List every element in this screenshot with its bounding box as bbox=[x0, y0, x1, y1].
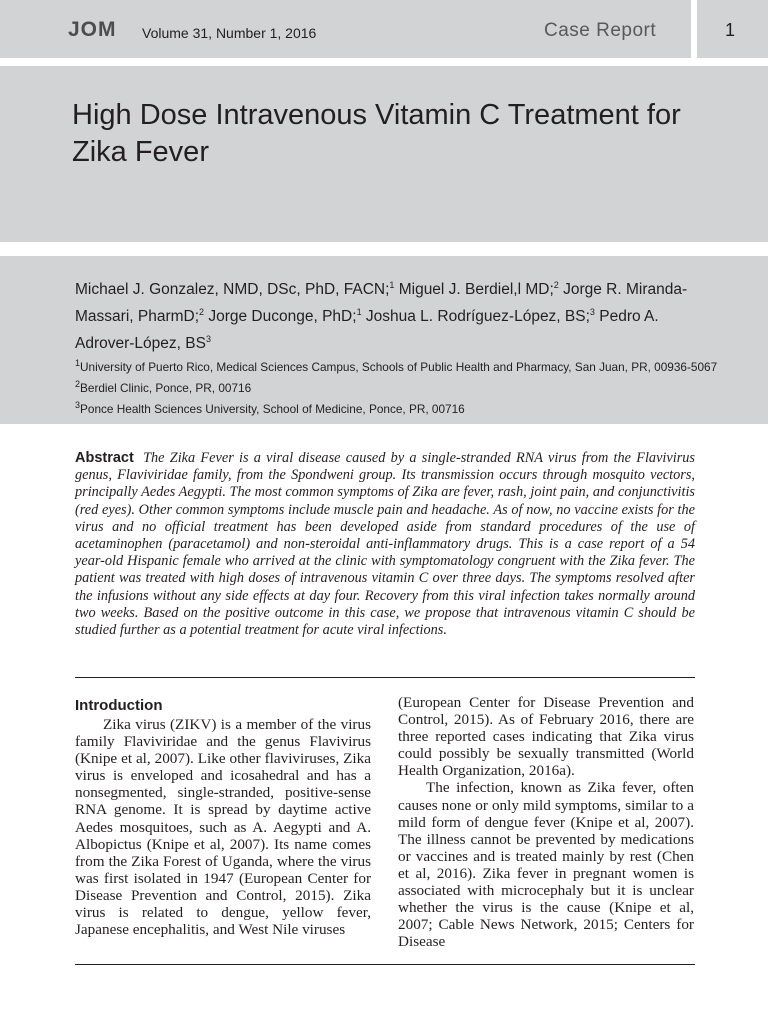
affiliation-marker: 1 bbox=[75, 358, 81, 368]
page-bottom-divider bbox=[75, 964, 695, 965]
affiliation bbox=[75, 355, 718, 376]
volume-info: Volume 31, Number 1, 2016 bbox=[142, 25, 317, 41]
abstract-label: Abstract bbox=[75, 450, 134, 466]
affiliation-marker: 1 bbox=[389, 280, 395, 290]
section-heading: Introduction bbox=[75, 697, 163, 714]
affiliation-text: Berdiel Clinic, Ponce, PR, 00716 bbox=[80, 380, 252, 395]
article-title: High Dose Intravenous Vitamin C Treatment for Zika Fever bbox=[72, 99, 681, 168]
body-paragraph: The infection, known as Zika fever, often causes none or only mild symptoms, similar to a mild form of dengue fever (Knipe et al, 2007). The illness cannot be prevented by medications or vaccines and is treated mainly by rest (Chen et al, 2016). Zika fever in pregnant women is associated with microcephaly but it is unclear whether the virus is the cause (Knipe et al, 2007; Cable News Network, 2015; Centers for Disease bbox=[398, 779, 694, 951]
affiliation-marker: 3 bbox=[589, 307, 595, 318]
body-column-right bbox=[398, 694, 694, 950]
page-number: 1 bbox=[725, 20, 736, 40]
article-type: Case Report bbox=[544, 20, 657, 41]
affiliation bbox=[75, 397, 715, 418]
affiliation-marker: 2 bbox=[75, 378, 81, 389]
affiliation-marker: 3 bbox=[205, 334, 211, 345]
affiliation-marker: 2 bbox=[553, 280, 559, 290]
author-list bbox=[75, 274, 700, 355]
affiliation-text: Ponce Health Sciences University, School of Medicine, Ponce, PR, 00716 bbox=[80, 401, 465, 416]
abstract bbox=[75, 450, 695, 639]
affiliation-marker: 3 bbox=[75, 399, 81, 410]
author-name: Pedro A. Adrover-López, BS bbox=[75, 308, 659, 353]
body-column-left bbox=[75, 694, 371, 938]
author-name: Joshua L. Rodríguez-López, BS; bbox=[361, 308, 590, 326]
affiliations bbox=[75, 355, 718, 418]
affiliation-text: University of Puerto Rico, Medical Sciences Campus, Schools of Public Health and Pharmacy, San Juan, PR, 00936-5067 bbox=[80, 359, 718, 374]
author-name: Jorge Duconge, PhD; bbox=[204, 308, 357, 326]
journal-name: JOM bbox=[68, 18, 117, 41]
author-name: Jorge R. Miranda-Massari, PharmD; bbox=[75, 281, 688, 326]
body-paragraph: Zika virus (ZIKV) is a member of the virus family Flaviviridae and the genus Flavivirus (Knipe et al, 2007). Like other flaviviruses, Zika virus is enveloped and icosahedral and has a nonsegmented, single-stranded, positive-sense RNA genome. It is spread by daytime active Aedes mosquitoes, such as A. Aegypti and A. Albopictus (Knipe et al, 2007). Its name comes from the Zika Forest of Uganda, where the virus was first isolated in 1947 (European Center for Disease Prevention and Control, 2015). Zika virus is related to dengue, yellow fever, Japanese encephalitis, and West Nile viruses bbox=[75, 716, 371, 939]
author-name: Michael J. Gonzalez, NMD, DSc, PhD, FACN; bbox=[75, 281, 390, 299]
affiliation-marker: 1 bbox=[356, 307, 362, 318]
affiliation bbox=[75, 376, 715, 397]
body-paragraph: (European Center for Disease Prevention and Control, 2015). As of February 2016, there are three reported cases indicating that Zika virus could possibly be sexually transmitted (World Health Organization, 2016a). bbox=[398, 694, 694, 780]
affiliation-marker: 2 bbox=[199, 307, 205, 318]
author-name: Miguel J. Berdiel,l MD; bbox=[394, 281, 554, 299]
section-divider bbox=[75, 677, 695, 678]
abstract-text: The Zika Fever is a viral disease caused by a single-stranded RNA virus from the Flavivirus genus, Flaviviridae family, from the Spondweni group. Its transmission occurs through mosquito vectors, principally Aedes Aegypti. The most common symptoms of Zika are fever, rash, joint pain, and conjunctivitis (red eyes). Other common symptoms include muscle pain and headache. As of now, no vaccine exists for the virus and no official treatment has been developed aside from standard procedures of the use of acetaminophen (paracetamol) and non-steroidal anti-inflammatory drugs. This is a case report of a 54 year-old Hispanic female who arrived at the clinic with symptomatology congruent with the Zika fever. The patient was treated with high doses of intravenous vitamin C over three days. The symptoms resolved after the infusions without any side effects at day four. Recovery from this viral infection takes normally around two weeks. Based on the positive outcome in this case, we propose that intravenous vitamin C should be studied further as a potential treatment for acute viral infections. bbox=[75, 450, 695, 639]
